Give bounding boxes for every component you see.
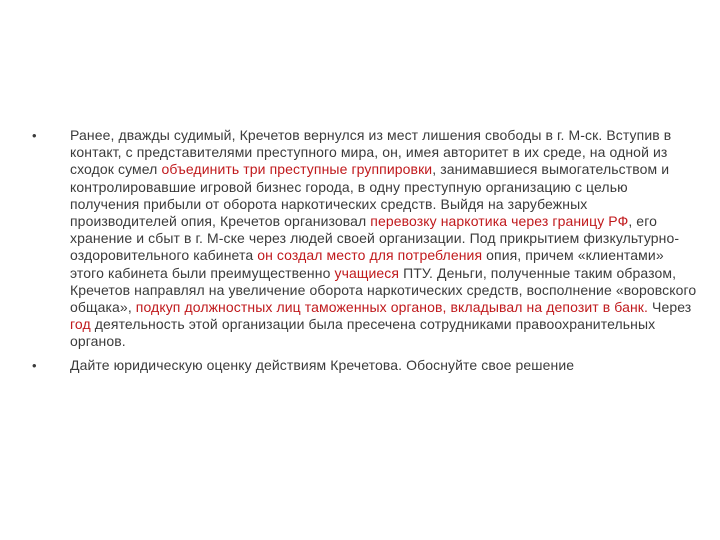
case-text <box>70 127 696 349</box>
case-text-part-6: Через <box>648 299 692 316</box>
bullet-icon: • <box>32 357 37 373</box>
bullet-list <box>28 127 698 374</box>
case-text-part-4: опия, причем «клиентами» этого кабинета были преимущественно <box>70 247 664 281</box>
highlight-drug-transport: перевозку наркотика через границу РФ <box>370 213 629 230</box>
highlight-consumption-place: он создал место для потребления <box>257 247 483 264</box>
highlight-unite-groups: объединить три преступные группировки <box>161 161 433 178</box>
question-text: Дайте юридическую оценку действиям Кречетова. Обоснуйте свое решение <box>70 356 575 373</box>
case-text-part-2: , занимавшиеся вымогательством и контролировавшие игровой бизнес города, в одну преступную организацию с целью получения прибыли от оборота наркотических средств. Выйдя на зарубежных производителей опия, Кречетов организовал <box>70 161 670 230</box>
bullet-icon: • <box>32 128 37 143</box>
case-text-part-3: , его хранение и сбыт в г. М-ске через людей своей организации. Под прикрытием физкультурно-оздоровительного кабинета <box>70 213 680 264</box>
case-description-item <box>28 127 698 351</box>
question-item <box>28 357 698 374</box>
highlight-students: учащиеся <box>334 264 400 281</box>
case-text-part-7: деятельность этой организации была пресечена сотрудниками правоохранительных органов. <box>70 316 656 350</box>
case-text-part-5: ПТУ. Деньги, полученные таким образом, Кречетов направлял на увеличение оборота наркотических средств, восполнение «воровского общака», <box>70 264 697 316</box>
case-text-part-1: Ранее, дважды судимый, Кречетов вернулся из мест лишения свободы в г. М-ск. Вступив в контакт, с представителями преступного мира, он, имея авторитет в их среде, на одной из сходок сумел <box>70 127 672 178</box>
highlight-bribery: подкуп должностных лиц таможенных органов, вкладывал на депозит в банк. <box>135 299 649 316</box>
highlight-year: год <box>70 316 91 333</box>
